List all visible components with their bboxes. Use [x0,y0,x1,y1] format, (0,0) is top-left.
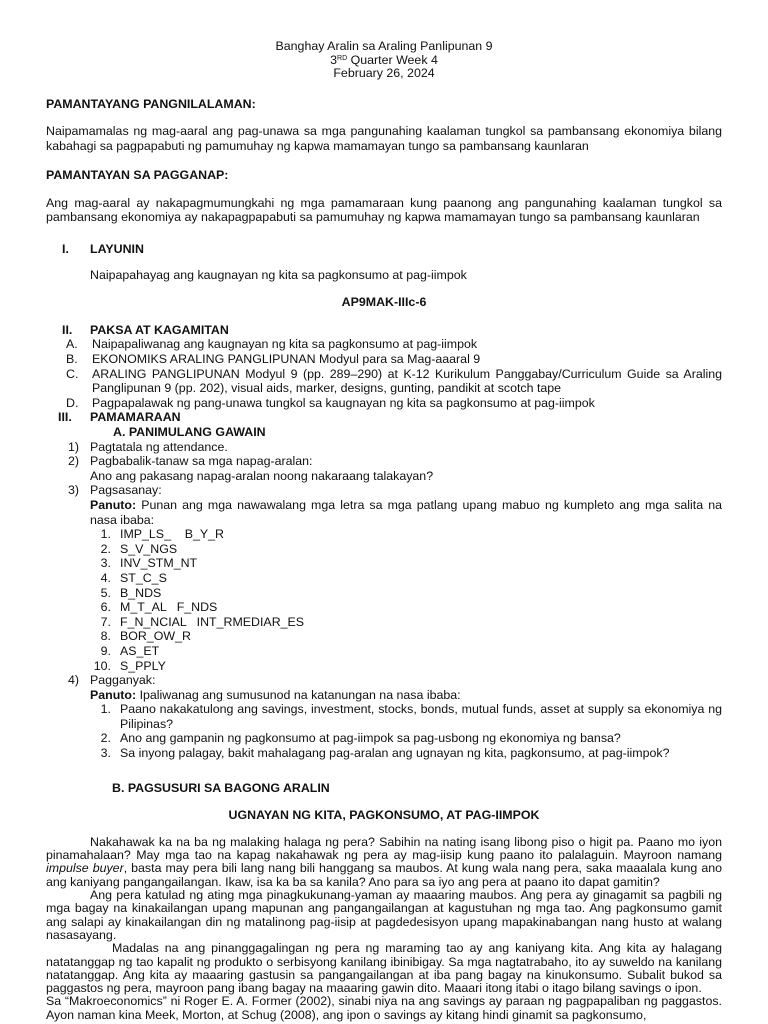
list-item: 9. AS_ET [100,643,160,658]
list-item: 5. B_NDS [100,585,162,600]
list-item: 8. BOR_OW_R [100,629,191,644]
section-paksa: II. PAKSA AT KAGAMITAN [62,322,229,337]
competency-code: AP9MAK-IIIc-6 [341,295,427,310]
motivation-questions-list [46,702,722,760]
list-item: 3. INV_STM_NT [100,556,198,571]
list-item: 3. Sa inyong palagay, bakit mahalagang pag-aralan ang ugnayan ng kita, pagkonsumo, at pag-iimpok? [100,746,670,761]
step-item: 2) Pagbabalik-tanaw sa mga napag-aralan: Ano ang pakasang napag-aralan noong nakaraang talakayan? [68,454,434,483]
quarter-week: 3RD Quarter Week 4 [330,52,438,67]
list-item: A. Naipapaliwanag ang kaugnayan ng kita sa pagkonsumo at pag-iimpok [66,337,478,352]
panimulang-gawain-heading: A. PANIMULANG GAWAIN [113,425,266,439]
section-paksa-title: PAKSA AT KAGAMITAN [90,322,229,337]
list-item: 4. ST_C_S [100,570,167,585]
list-item: C. ARALING PANGLIPUNAN Modyul 9 (pp. 289–290) at K-12 Kurikulum Panggabay/Curriculum Guide sa Araling Panglipunan 9 (pp. 202), visual aids, marker, designs, gunting, pandikit at scotch tape [66,366,722,396]
lesson-paragraph-2: Ang pera katulad ng ating mga pinagkukunang-yaman ay maaaring maubos. Ang pera ay ginagamit sa pagbili ng mga bagay na kinakailangan upang mapunan ang pangangailangan at kagustuhan ng mga tao. Ang pagkonsumo gamit ang salapi ay kinakailangan din ng matalinong pag-iisip at pagdedesisyon upang mapakinabangan nang husto at walang nasasayang. [46,888,722,942]
step-item: 4) Pagganyak: Panuto: Ipaliwanag ang sumusunod na katanungan na nasa ibaba: [68,673,461,702]
paksa-list [46,337,722,410]
section-layunin-title: LAYUNIN [90,242,144,257]
step-item: 3) Pagsasanay: Panuto: Punan ang mga nawawalang mga letra sa mga patlang upang mabuo ng kumpleto ang mga salita na nasa ibaba: [68,483,722,527]
steps-list-continued [46,673,722,702]
performance-standard-heading: PAMANTAYAN SA PAGGANAP: [46,168,229,183]
list-item: 6. M_T_AL F_NDS [100,600,218,615]
document-header [46,40,722,81]
lesson-date: February 26, 2024 [333,66,435,80]
section-pamamaraan: III. PAMAMARAAN [58,410,181,425]
list-item: 10. S_PPLY [93,658,166,673]
list-item: 7. F_N_NCIAL INT_RMEDIAR_ES [100,614,305,629]
list-item: D. Pagpapalawak ng pang-unawa tungkol sa kaugnayan ng kita sa pagkonsumo at pag-iimpok [66,395,595,410]
performance-standard-text: Ang mag-aaral ay nakapagmumungkahi ng mga pamamaraan kung paanong ang pangunahing kaalaman tungkol sa pambansang ekonomiya ay nakapagpapabuti sa pamumuhay ng kapwa mamamayan tungo sa pambansang kaunlaran [46,195,722,225]
section-layunin: I. LAYUNIN [62,242,144,257]
list-item: 2. Ano ang gampanin ng pagkonsumo at pag-iimpok sa pag-usbong ng ekonomiya ng bansa? [100,731,621,746]
lesson-topic-title: UGNAYAN NG KITA, PAGKONSUMO, AT PAG-IIMPOK [228,808,540,823]
list-item: 1. IMP_LS_ B_Y_R [100,527,224,542]
section-pamamaraan-title: PAMAMARAAN [90,410,181,425]
fill-in-words-list [46,527,722,673]
objective-text: Naipapahayag ang kaugnayan ng kita sa pagkonsumo at pag-iimpok [90,267,467,282]
lesson-paragraph-4: Sa “Makroeconomics” ni Roger E. A. Former (2002), sinabi niya na ang savings ay paraan ng pagpapaliban ng paggastos. Ayon naman kina Meek, Morton, at Schug (2008), ang ipon o savings ay kitang hindi ginamit sa pagkonsumo, [46,994,722,1022]
lesson-paragraph-1: Nakahawak ka na ba ng malaking halaga ng pera? Sabihin na nating isang libong piso o higit pa. Paano mo iyon pinamahalaan? May mga tao na kapag nakahawak ng pera ay mag-iisip kung paano ito palalaguin. Mayroon namang impulse buyer, basta may pera bili lang nang bili hanggang sa maubos. At kung wala nang pera, saka maaalala kung ano ang kaniyang pangangailangan. Ikaw, isa ka ba sa kanila? Ano para sa iyo ang pera at paano ito dapat gamitin? [46,834,722,889]
list-item: B. EKONOMIKS ARALING PANGLIPUNAN Modyul para sa Mag-aaaral 9 [66,352,481,367]
content-standard-heading: PAMANTAYANG PANGNILALAMAN: [46,96,256,111]
step-item: 1) Pagtatala ng attendance. [68,439,228,454]
lesson-paragraph-3: Madalas na ang pinanggagalingan ng pera ng maraming tao ay ang kaniyang kita. Ang kita ay halagang natatanggap ng tao kapalit ng produkto o serbisyong kanilang ibinibigay. Sa mga nagtatrabaho, ito ay suweldo na kanilang natatanggap. Ang kita ay maaaring gastusin sa pangangailangan at iba pang bagay na kinukonsumo. Subalit bukod sa paggastos ng pera, mayroon pang ibang bagay na maaaring gawin dito. Maaari itong itabi o itago bilang savings o ipon. [46,941,722,996]
content-standard-text: Naipamamalas ng mag-aaral ang pag-unawa sa mga pangunahing kaalaman tungkol sa pambansang ekonomiya bilang kabahagi sa pagpapabuti ng pamumuhay ng kapwa mamamayan tungo sa pambansang kaunlaran [46,124,722,153]
steps-list [46,440,722,528]
list-item: 2. S_V_NGS [100,541,178,556]
lesson-plan-title: Banghay Aralin sa Araling Panlipunan 9 [275,39,493,53]
list-item: 1. Paano nakakatulong ang savings, investment, stocks, bonds, mutual funds, asset at supply sa ekonomiya ng Pilipinas? [100,702,722,731]
pagsusuri-heading: B. PAGSUSURI SA BAGONG ARALIN [112,780,330,795]
